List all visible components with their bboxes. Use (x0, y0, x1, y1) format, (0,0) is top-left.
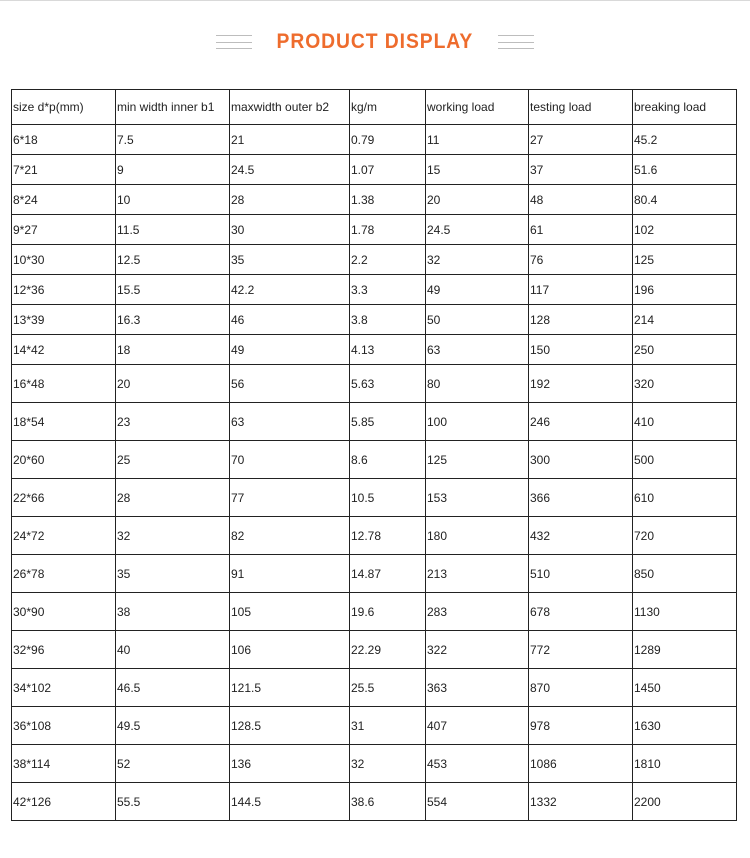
cell-testing-load: 117 (529, 275, 633, 305)
cell-size: 32*96 (12, 631, 116, 669)
cell-weight: 1.38 (350, 185, 426, 215)
cell-breaking-load: 80.4 (633, 185, 737, 215)
cell-max-width: 63 (230, 403, 350, 441)
cell-weight: 8.6 (350, 441, 426, 479)
cell-max-width: 30 (230, 215, 350, 245)
table-row (12, 669, 737, 707)
cell-working-load: 50 (426, 305, 529, 335)
cell-size: 13*39 (12, 305, 116, 335)
cell-weight: 14.87 (350, 555, 426, 593)
cell-min-width: 49.5 (116, 707, 230, 745)
cell-weight: 0.79 (350, 125, 426, 155)
cell-max-width: 77 (230, 479, 350, 517)
column-header-size: size d*p(mm) (12, 90, 116, 125)
cell-testing-load: 27 (529, 125, 633, 155)
cell-weight: 3.8 (350, 305, 426, 335)
cell-working-load: 153 (426, 479, 529, 517)
cell-working-load: 20 (426, 185, 529, 215)
cell-max-width: 46 (230, 305, 350, 335)
table-row (12, 593, 737, 631)
cell-breaking-load: 250 (633, 335, 737, 365)
table-row (12, 555, 737, 593)
cell-min-width: 12.5 (116, 245, 230, 275)
column-header-testing-load: testing load (529, 90, 633, 125)
page-title: PRODUCT DISPLAY (276, 30, 474, 53)
cell-size: 6*18 (12, 125, 116, 155)
cell-size: 42*126 (12, 783, 116, 821)
cell-min-width: 38 (116, 593, 230, 631)
cell-min-width: 52 (116, 745, 230, 783)
cell-breaking-load: 1289 (633, 631, 737, 669)
cell-max-width: 35 (230, 245, 350, 275)
cell-weight: 22.29 (350, 631, 426, 669)
cell-max-width: 70 (230, 441, 350, 479)
cell-size: 36*108 (12, 707, 116, 745)
table-row (12, 215, 737, 245)
table-row (12, 245, 737, 275)
column-header-weight: kg/m (350, 90, 426, 125)
cell-breaking-load: 850 (633, 555, 737, 593)
cell-max-width: 82 (230, 517, 350, 555)
table-row (12, 441, 737, 479)
table-row (12, 185, 737, 215)
cell-size: 20*60 (12, 441, 116, 479)
cell-max-width: 91 (230, 555, 350, 593)
cell-size: 10*30 (12, 245, 116, 275)
cell-working-load: 322 (426, 631, 529, 669)
left-decoration-lines (216, 35, 252, 49)
cell-testing-load: 978 (529, 707, 633, 745)
cell-max-width: 42.2 (230, 275, 350, 305)
cell-min-width: 32 (116, 517, 230, 555)
cell-min-width: 35 (116, 555, 230, 593)
cell-min-width: 28 (116, 479, 230, 517)
cell-weight: 31 (350, 707, 426, 745)
cell-weight: 5.85 (350, 403, 426, 441)
column-header-breaking-load: breaking load (633, 90, 737, 125)
cell-testing-load: 1332 (529, 783, 633, 821)
cell-working-load: 80 (426, 365, 529, 403)
table-row (12, 335, 737, 365)
cell-weight: 12.78 (350, 517, 426, 555)
cell-breaking-load: 196 (633, 275, 737, 305)
cell-min-width: 55.5 (116, 783, 230, 821)
cell-weight: 4.13 (350, 335, 426, 365)
cell-max-width: 24.5 (230, 155, 350, 185)
cell-max-width: 21 (230, 125, 350, 155)
cell-size: 7*21 (12, 155, 116, 185)
cell-min-width: 40 (116, 631, 230, 669)
cell-breaking-load: 1450 (633, 669, 737, 707)
cell-breaking-load: 1630 (633, 707, 737, 745)
cell-working-load: 180 (426, 517, 529, 555)
cell-working-load: 15 (426, 155, 529, 185)
cell-min-width: 46.5 (116, 669, 230, 707)
table-row (12, 479, 737, 517)
cell-size: 38*114 (12, 745, 116, 783)
table-row (12, 403, 737, 441)
cell-breaking-load: 1130 (633, 593, 737, 631)
cell-min-width: 20 (116, 365, 230, 403)
cell-testing-load: 1086 (529, 745, 633, 783)
cell-breaking-load: 720 (633, 517, 737, 555)
table-row (12, 517, 737, 555)
cell-testing-load: 300 (529, 441, 633, 479)
table-row (12, 707, 737, 745)
cell-min-width: 25 (116, 441, 230, 479)
cell-testing-load: 246 (529, 403, 633, 441)
cell-working-load: 100 (426, 403, 529, 441)
column-header-min-width: min width inner b1 (116, 90, 230, 125)
cell-breaking-load: 610 (633, 479, 737, 517)
cell-testing-load: 128 (529, 305, 633, 335)
section-header (0, 26, 750, 58)
cell-max-width: 128.5 (230, 707, 350, 745)
cell-weight: 5.63 (350, 365, 426, 403)
cell-weight: 19.6 (350, 593, 426, 631)
cell-breaking-load: 102 (633, 215, 737, 245)
cell-max-width: 144.5 (230, 783, 350, 821)
table-row (12, 631, 737, 669)
right-decoration-lines (498, 35, 534, 49)
cell-working-load: 24.5 (426, 215, 529, 245)
cell-working-load: 363 (426, 669, 529, 707)
cell-breaking-load: 410 (633, 403, 737, 441)
cell-max-width: 56 (230, 365, 350, 403)
cell-min-width: 18 (116, 335, 230, 365)
cell-size: 24*72 (12, 517, 116, 555)
cell-max-width: 28 (230, 185, 350, 215)
cell-weight: 2.2 (350, 245, 426, 275)
cell-testing-load: 76 (529, 245, 633, 275)
cell-min-width: 9 (116, 155, 230, 185)
cell-weight: 1.78 (350, 215, 426, 245)
cell-working-load: 554 (426, 783, 529, 821)
cell-max-width: 105 (230, 593, 350, 631)
cell-size: 12*36 (12, 275, 116, 305)
table-row (12, 275, 737, 305)
cell-working-load: 453 (426, 745, 529, 783)
table-row (12, 155, 737, 185)
cell-max-width: 121.5 (230, 669, 350, 707)
cell-weight: 38.6 (350, 783, 426, 821)
cell-working-load: 125 (426, 441, 529, 479)
table-header-row (12, 90, 737, 125)
column-header-max-width: maxwidth outer b2 (230, 90, 350, 125)
cell-working-load: 11 (426, 125, 529, 155)
cell-min-width: 10 (116, 185, 230, 215)
cell-size: 8*24 (12, 185, 116, 215)
top-divider (0, 0, 750, 1)
cell-testing-load: 510 (529, 555, 633, 593)
cell-weight: 32 (350, 745, 426, 783)
cell-size: 14*42 (12, 335, 116, 365)
cell-size: 30*90 (12, 593, 116, 631)
cell-testing-load: 772 (529, 631, 633, 669)
cell-size: 18*54 (12, 403, 116, 441)
cell-testing-load: 48 (529, 185, 633, 215)
cell-working-load: 407 (426, 707, 529, 745)
cell-working-load: 63 (426, 335, 529, 365)
cell-working-load: 49 (426, 275, 529, 305)
table-row (12, 783, 737, 821)
cell-breaking-load: 51.6 (633, 155, 737, 185)
cell-max-width: 106 (230, 631, 350, 669)
cell-working-load: 32 (426, 245, 529, 275)
cell-breaking-load: 320 (633, 365, 737, 403)
cell-max-width: 136 (230, 745, 350, 783)
column-header-working-load: working load (426, 90, 529, 125)
product-spec-table (11, 89, 737, 821)
cell-working-load: 213 (426, 555, 529, 593)
cell-testing-load: 150 (529, 335, 633, 365)
table-row (12, 365, 737, 403)
cell-size: 26*78 (12, 555, 116, 593)
cell-breaking-load: 45.2 (633, 125, 737, 155)
cell-weight: 1.07 (350, 155, 426, 185)
cell-min-width: 16.3 (116, 305, 230, 335)
cell-size: 16*48 (12, 365, 116, 403)
cell-testing-load: 61 (529, 215, 633, 245)
cell-size: 9*27 (12, 215, 116, 245)
cell-weight: 10.5 (350, 479, 426, 517)
cell-testing-load: 37 (529, 155, 633, 185)
table-row (12, 745, 737, 783)
cell-weight: 25.5 (350, 669, 426, 707)
cell-breaking-load: 2200 (633, 783, 737, 821)
cell-testing-load: 678 (529, 593, 633, 631)
cell-breaking-load: 500 (633, 441, 737, 479)
cell-min-width: 7.5 (116, 125, 230, 155)
cell-breaking-load: 125 (633, 245, 737, 275)
cell-size: 22*66 (12, 479, 116, 517)
cell-weight: 3.3 (350, 275, 426, 305)
cell-max-width: 49 (230, 335, 350, 365)
cell-testing-load: 432 (529, 517, 633, 555)
cell-working-load: 283 (426, 593, 529, 631)
cell-size: 34*102 (12, 669, 116, 707)
cell-min-width: 15.5 (116, 275, 230, 305)
cell-testing-load: 366 (529, 479, 633, 517)
cell-min-width: 11.5 (116, 215, 230, 245)
cell-breaking-load: 214 (633, 305, 737, 335)
cell-testing-load: 192 (529, 365, 633, 403)
table-row (12, 125, 737, 155)
table-row (12, 305, 737, 335)
cell-min-width: 23 (116, 403, 230, 441)
cell-testing-load: 870 (529, 669, 633, 707)
cell-breaking-load: 1810 (633, 745, 737, 783)
